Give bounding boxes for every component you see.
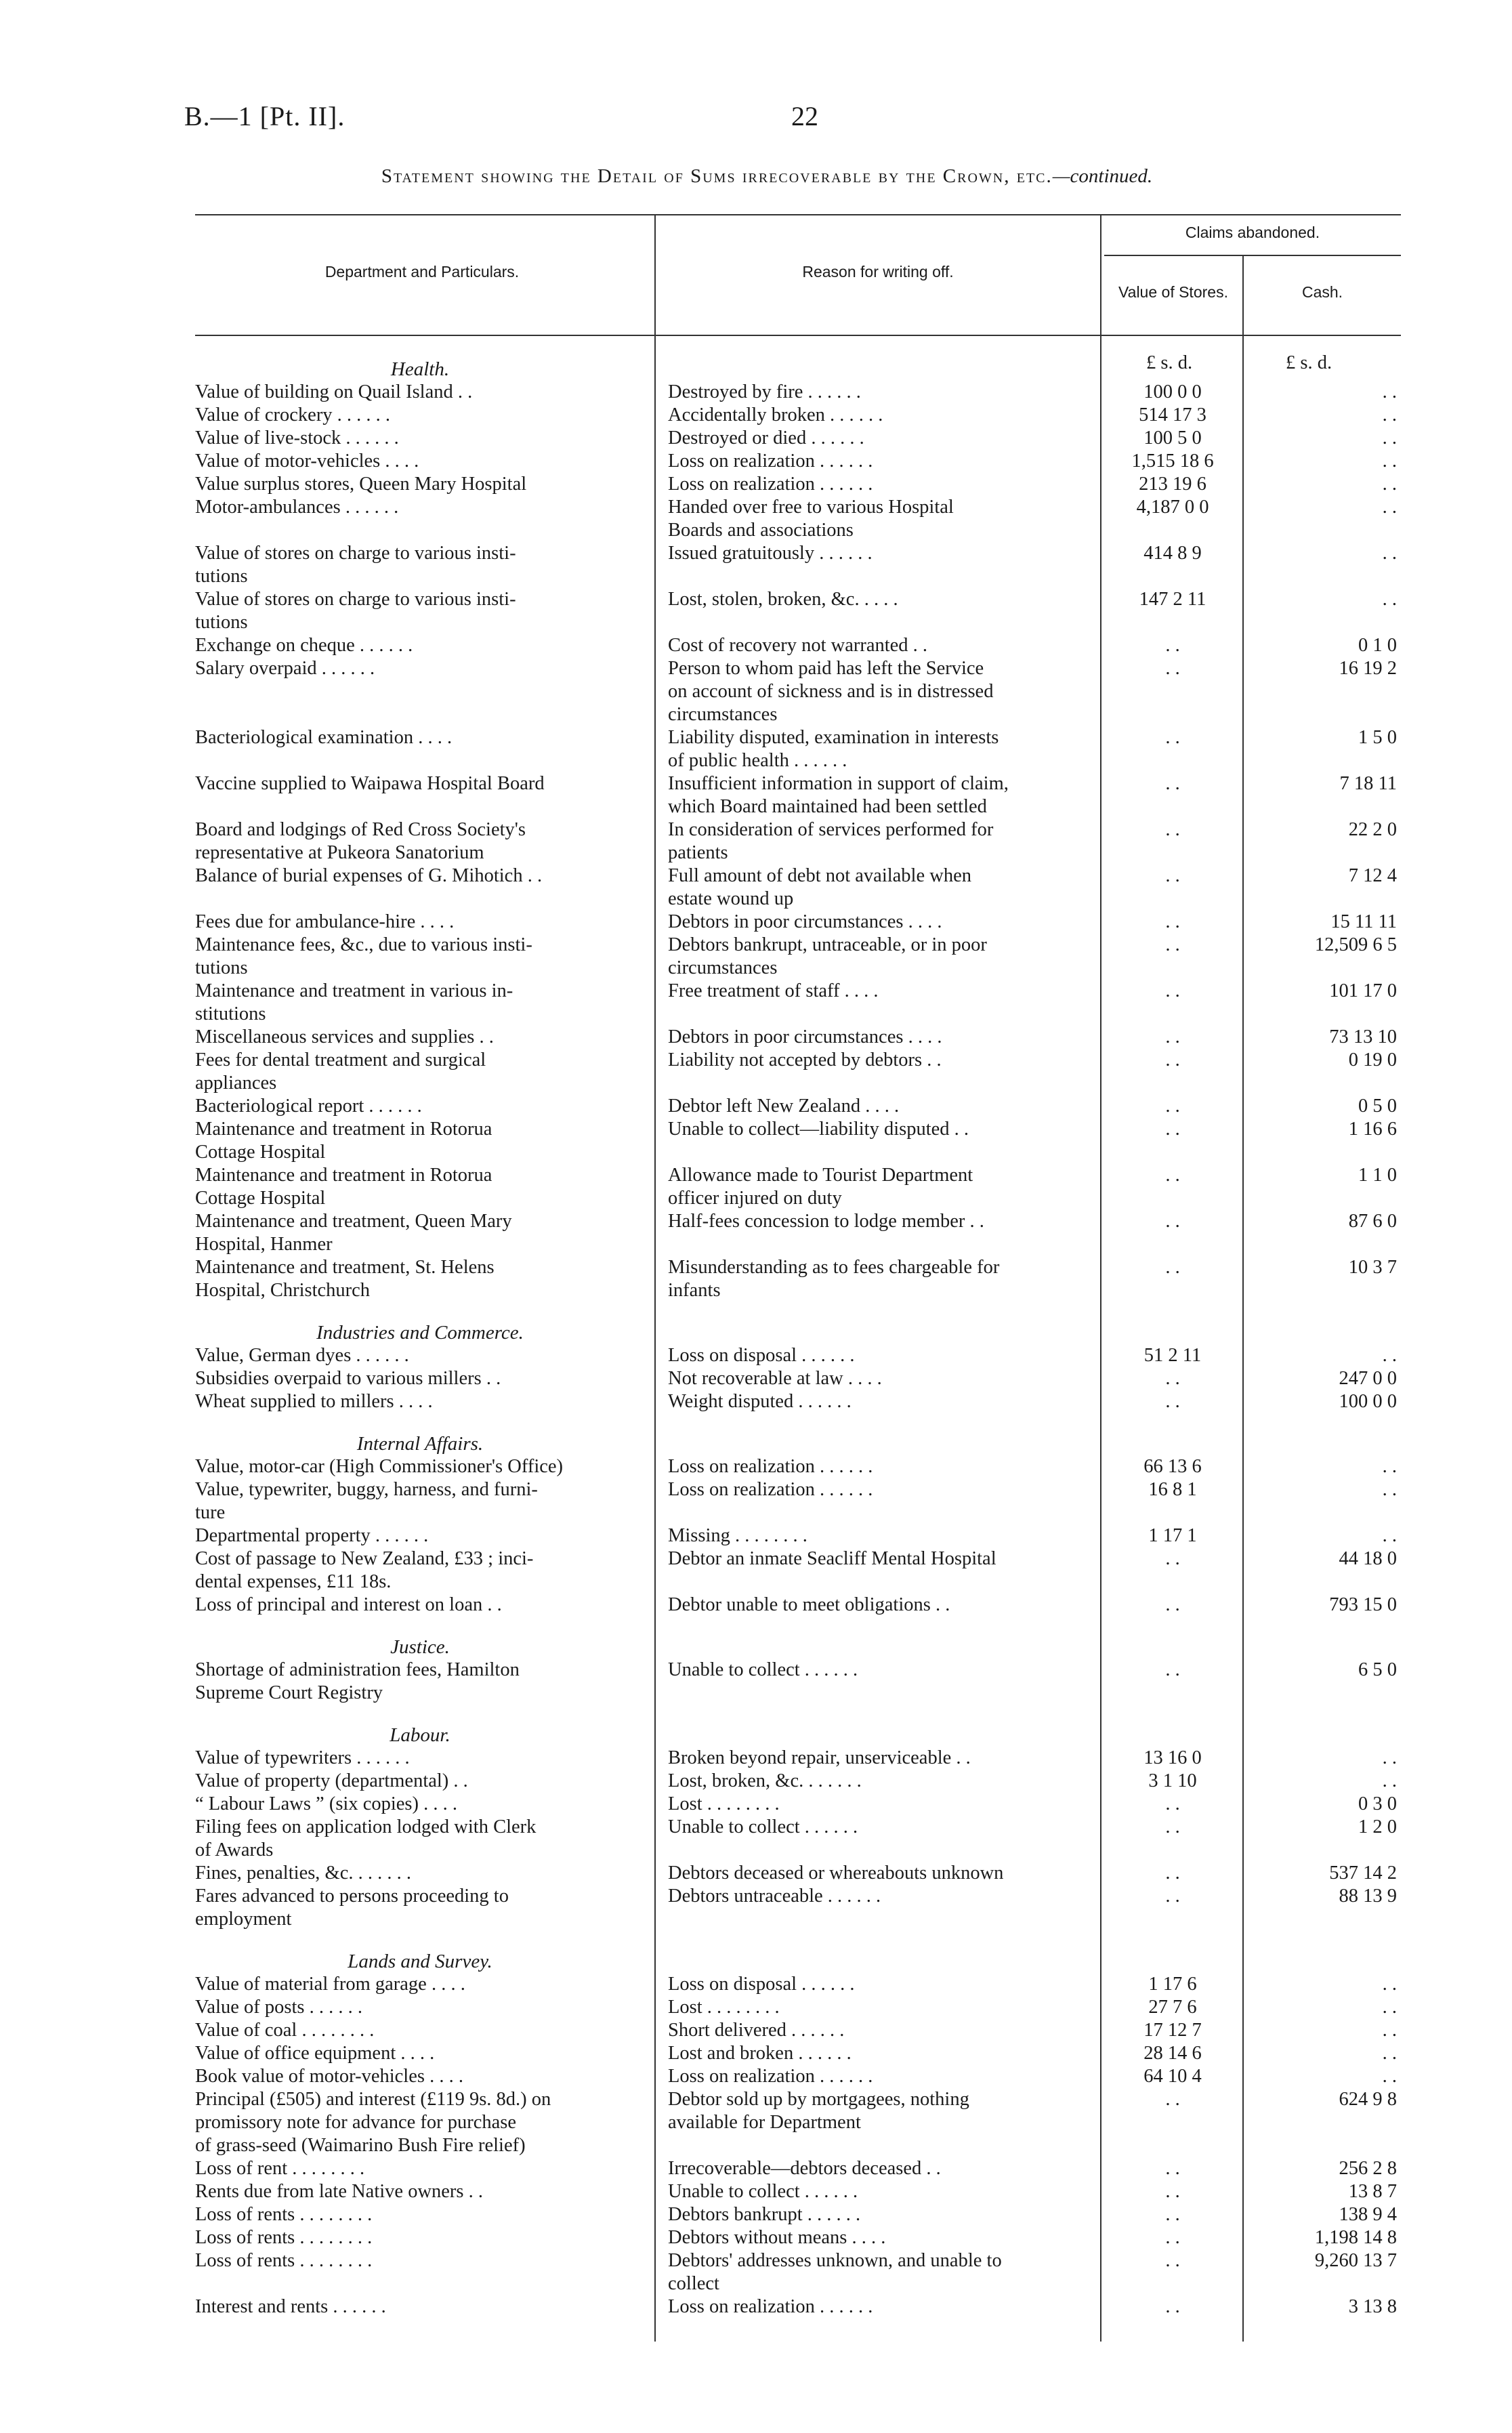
cash-amount: 100 0 0 (1339, 1391, 1397, 1412)
cash-amount: . . (1382, 497, 1397, 518)
cash-amount: 7 12 4 (1348, 865, 1397, 886)
department-particulars: Value surplus stores, Queen Mary Hospital (195, 474, 527, 495)
department-particulars: Maintenance and treatment in Rotorua Cottage Hospital (195, 1165, 492, 1209)
reason-for-writing-off: Weight disputed . . . . . . (668, 1391, 852, 1412)
reason-for-writing-off: Accidentally broken . . . . . . (668, 404, 883, 425)
value-of-stores: 147 2 11 (1139, 589, 1206, 610)
cash-amount: 1 1 0 (1358, 1165, 1397, 1186)
value-of-stores: . . (1165, 1165, 1180, 1186)
value-of-stores: . . (1165, 1026, 1180, 1047)
department-particulars: Departmental property . . . . . . (195, 1525, 429, 1546)
department-particulars: Subsidies overpaid to various millers . . (195, 1368, 501, 1389)
cash-amount: . . (1382, 589, 1397, 610)
cash-amount: . . (1382, 451, 1397, 472)
cash-amount: . . (1382, 1525, 1397, 1546)
value-of-stores: . . (1165, 1659, 1180, 1680)
value-of-stores: . . (1165, 2158, 1180, 2179)
cash-amount: 3 13 8 (1348, 2296, 1397, 2317)
reason-for-writing-off: Debtors without means . . . . (668, 2227, 886, 2248)
department-particulars: Maintenance fees, &c., due to various insti- tutions (195, 934, 532, 978)
reason-for-writing-off: Loss on realization . . . . . . (668, 474, 873, 495)
reason-for-writing-off: Loss on realization . . . . . . (668, 2296, 873, 2317)
cash-amount: . . (1382, 1345, 1397, 1366)
cash-amount: 247 0 0 (1339, 1368, 1397, 1389)
column-header-reason: Reason for writing off. (802, 263, 954, 280)
column-header-value-of-stores: Value of Stores. (1118, 283, 1228, 301)
value-of-stores: 66 13 6 (1143, 1456, 1202, 1477)
value-of-stores: . . (1165, 658, 1180, 679)
value-of-stores: . . (1165, 635, 1180, 656)
value-of-stores: . . (1165, 1119, 1180, 1140)
department-particulars: Balance of burial expenses of G. Mihotich . . (195, 865, 543, 886)
reason-for-writing-off: Debtor left New Zealand . . . . (668, 1096, 900, 1117)
reason-for-writing-off: Lost, broken, &c. . . . . . . (668, 1770, 862, 1791)
cash-amount: . . (1382, 2020, 1397, 2041)
cash-amount: 87 6 0 (1348, 1211, 1397, 1232)
value-of-stores: . . (1165, 2227, 1180, 2248)
reason-for-writing-off: In consideration of services performed for patients (668, 819, 994, 863)
value-of-stores: . . (1165, 911, 1180, 932)
cash-amount: 624 9 8 (1339, 2089, 1397, 2110)
department-particulars: Value of live-stock . . . . . . (195, 428, 399, 449)
department-particulars: Fees for dental treatment and surgical appliances (195, 1049, 486, 1094)
cash-amount: . . (1382, 1770, 1397, 1791)
department-particulars: Value, motor-car (High Commissioner's Office) (195, 1456, 564, 1477)
department-particulars: Loss of rents . . . . . . . . (195, 2250, 373, 2271)
value-of-stores: . . (1165, 1793, 1180, 1814)
department-particulars: Vaccine supplied to Waipawa Hospital Board (195, 773, 545, 794)
cash-amount: . . (1382, 381, 1397, 402)
department-particulars: Board and lodgings of Red Cross Society's representative at Pukeora Sanatorium (195, 819, 526, 863)
reason-for-writing-off: Destroyed by fire . . . . . . (668, 381, 861, 402)
department-particulars: Principal (£505) and interest (£119 9s. 8d.) on promissory note for advance for purchase of grass-seed (Waimarino Bush Fire relief) (195, 2089, 551, 2156)
cash-amount: 12,509 6 5 (1314, 934, 1397, 955)
cash-amount: 101 17 0 (1329, 980, 1397, 1001)
department-particulars: Cost of passage to New Zealand, £33 ; inci- dental expenses, £11 18s. (195, 1548, 534, 1592)
reason-for-writing-off: Loss on realization . . . . . . (668, 451, 873, 472)
cash-amount: 0 5 0 (1358, 1096, 1397, 1117)
value-of-stores: . . (1165, 1096, 1180, 1117)
reason-for-writing-off: Liability disputed, examination in interests of public health . . . . . . (668, 727, 999, 771)
reason-for-writing-off: Debtors deceased or whereabouts unknown (668, 1863, 1004, 1884)
reason-for-writing-off: Loss on realization . . . . . . (668, 2066, 873, 2087)
section-heading: Labour. (390, 1724, 450, 1746)
department-particulars: Loss of principal and interest on loan . . (195, 1594, 502, 1615)
statement-title-suffix: —continued. (1052, 165, 1153, 187)
department-particulars: Shortage of administration fees, Hamilton Supreme Court Registry (195, 1659, 520, 1703)
section-heading: Internal Affairs. (356, 1433, 484, 1455)
department-particulars: Miscellaneous services and supplies . . (195, 1026, 494, 1047)
value-of-stores: . . (1165, 934, 1180, 955)
reason-for-writing-off: Lost and broken . . . . . . (668, 2043, 852, 2064)
reason-for-writing-off: Debtors untraceable . . . . . . (668, 1886, 881, 1907)
cash-amount: 0 3 0 (1358, 1793, 1397, 1814)
department-particulars: Value of building on Quail Island . . (195, 381, 473, 402)
cash-amount: . . (1382, 1997, 1397, 2018)
reason-for-writing-off: Handed over free to various Hospital Boards and associations (668, 497, 954, 541)
value-of-stores: . . (1165, 1886, 1180, 1907)
department-particulars: Interest and rents . . . . . . (195, 2296, 386, 2317)
department-particulars: Filing fees on application lodged with Clerk of Awards (195, 1816, 537, 1860)
department-particulars: Motor-ambulances . . . . . . (195, 497, 399, 518)
department-particulars: Bacteriological examination . . . . (195, 727, 453, 748)
value-of-stores: 28 14 6 (1143, 2043, 1202, 2064)
reason-for-writing-off: Free treatment of staff . . . . (668, 980, 879, 1001)
department-particulars: Bacteriological report . . . . . . (195, 1096, 422, 1117)
department-particulars: Maintenance and treatment, Queen Mary Hospital, Hanmer (195, 1211, 512, 1255)
value-of-stores: 100 0 0 (1143, 381, 1202, 402)
reason-for-writing-off: Debtors in poor circumstances . . . . (668, 911, 942, 932)
value-of-stores: 64 10 4 (1143, 2066, 1202, 2087)
page-number: 22 (791, 101, 818, 131)
reason-for-writing-off: Liability not accepted by debtors . . (668, 1049, 942, 1070)
department-particulars: Value of posts . . . . . . (195, 1997, 362, 2018)
reason-for-writing-off: Unable to collect . . . . . . (668, 1659, 858, 1680)
value-of-stores: . . (1165, 1368, 1180, 1389)
value-of-stores: . . (1165, 819, 1180, 840)
reason-for-writing-off: Misunderstanding as to fees chargeable for infants (668, 1257, 1000, 1301)
department-particulars: Value of office equipment . . . . (195, 2043, 435, 2064)
reason-for-writing-off: Insufficient information in support of claim, which Board maintained had been settled (668, 773, 1009, 817)
department-particulars: Fines, penalties, &c. . . . . . . (195, 1863, 411, 1884)
department-particulars: Value of stores on charge to various insti- tutions (195, 589, 516, 633)
cash-amount: 256 2 8 (1339, 2158, 1397, 2179)
department-particulars: Value of coal . . . . . . . . (195, 2020, 375, 2041)
reason-for-writing-off: Debtor sold up by mortgagees, nothing available for Department (668, 2089, 969, 2133)
parliamentary-paper-reference: B.—1 [Pt. II]. (184, 101, 345, 131)
value-of-stores: 213 19 6 (1139, 474, 1206, 495)
cash-amount: 15 11 11 (1330, 911, 1397, 932)
cash-amount: 138 9 4 (1339, 2204, 1397, 2225)
reason-for-writing-off: Missing . . . . . . . . (668, 1525, 807, 1546)
value-of-stores: 514 17 3 (1139, 404, 1206, 425)
department-particulars: Maintenance and treatment, St. Helens Hospital, Christchurch (195, 1257, 495, 1301)
value-of-stores: . . (1165, 1257, 1180, 1278)
cash-amount: 9,260 13 7 (1314, 2250, 1397, 2271)
section-heading: Justice. (390, 1636, 450, 1658)
cash-amount: 0 19 0 (1348, 1049, 1397, 1070)
cash-amount: 793 15 0 (1329, 1594, 1397, 1615)
department-particulars: Value of typewriters . . . . . . (195, 1747, 410, 1768)
cash-amount: 7 18 11 (1339, 773, 1397, 794)
reason-for-writing-off: Debtor unable to meet obligations . . (668, 1594, 950, 1615)
cash-amount: 6 5 0 (1358, 1659, 1397, 1680)
cash-amount: 1 2 0 (1358, 1816, 1397, 1837)
cash-amount: 44 18 0 (1339, 1548, 1397, 1569)
section-heading: Health. (390, 358, 450, 380)
value-of-stores: . . (1165, 2250, 1180, 2271)
department-particulars: Loss of rents . . . . . . . . (195, 2204, 373, 2225)
department-particulars: Value of property (departmental) . . (195, 1770, 468, 1791)
cash-amount: 0 1 0 (1358, 635, 1397, 656)
reason-for-writing-off: Person to whom paid has left the Service on account of sickness and is in distressed circumstances (668, 658, 994, 725)
department-particulars: Value of stores on charge to various insti- tutions (195, 543, 516, 587)
department-particulars: Loss of rents . . . . . . . . (195, 2227, 373, 2248)
department-particulars: Maintenance and treatment in various in- stitutions (195, 980, 513, 1024)
department-particulars: Maintenance and treatment in Rotorua Cottage Hospital (195, 1119, 492, 1163)
value-of-stores: . . (1165, 2296, 1180, 2317)
cash-amount: . . (1382, 543, 1397, 564)
department-particulars: Value of crockery . . . . . . (195, 404, 391, 425)
cash-amount: 10 3 7 (1348, 1257, 1397, 1278)
reason-for-writing-off: Unable to collect . . . . . . (668, 2181, 858, 2202)
department-particulars: Value, German dyes . . . . . . (195, 1345, 409, 1366)
value-of-stores: . . (1165, 2089, 1180, 2110)
cash-amount: 22 2 0 (1348, 819, 1397, 840)
reason-for-writing-off: Cost of recovery not warranted . . (668, 635, 928, 656)
cash-amount: . . (1382, 404, 1397, 425)
value-of-stores: . . (1165, 1594, 1180, 1615)
reason-for-writing-off: Destroyed or died . . . . . . (668, 428, 864, 449)
reason-for-writing-off: Full amount of debt not available when estate wound up (668, 865, 971, 909)
cash-amount: . . (1382, 1974, 1397, 1995)
department-particulars: “ Labour Laws ” (six copies) . . . . (195, 1793, 458, 1814)
stores-units-label: £ s. d. (1146, 352, 1193, 373)
cash-amount: 13 8 7 (1348, 2181, 1397, 2202)
department-particulars: Fares advanced to persons proceeding to employment (195, 1886, 509, 1930)
value-of-stores: . . (1165, 865, 1180, 886)
cash-amount: . . (1382, 474, 1397, 495)
reason-for-writing-off: Lost, stolen, broken, &c. . . . . (668, 589, 898, 610)
column-header-claims-abandoned: Claims abandoned. (1185, 224, 1320, 241)
cash-amount: 73 13 10 (1329, 1026, 1397, 1047)
reason-for-writing-off: Not recoverable at law . . . . (668, 1368, 882, 1389)
reason-for-writing-off: Loss on realization . . . . . . (668, 1479, 873, 1500)
value-of-stores: 13 16 0 (1143, 1747, 1202, 1768)
value-of-stores: 100 5 0 (1143, 428, 1202, 449)
value-of-stores: 16 8 1 (1148, 1479, 1197, 1500)
value-of-stores: . . (1165, 1548, 1180, 1569)
reason-for-writing-off: Debtors bankrupt . . . . . . (668, 2204, 861, 2225)
department-particulars: Loss of rent . . . . . . . . (195, 2158, 365, 2179)
department-particulars: Value of material from garage . . . . (195, 1974, 465, 1995)
reason-for-writing-off: Unable to collect—liability disputed . . (668, 1119, 969, 1140)
cash-amount: 88 13 9 (1339, 1886, 1397, 1907)
value-of-stores: . . (1165, 1211, 1180, 1232)
reason-for-writing-off: Irrecoverable—debtors deceased . . (668, 2158, 941, 2179)
value-of-stores: 3 1 10 (1148, 1770, 1197, 1791)
reason-for-writing-off: Half-fees concession to lodge member . . (668, 1211, 984, 1232)
section-heading: Industries and Commerce. (316, 1322, 524, 1344)
cash-amount: . . (1382, 1747, 1397, 1768)
reason-for-writing-off: Debtor an inmate Seacliff Mental Hospital (668, 1548, 996, 1569)
value-of-stores: 1 17 1 (1148, 1525, 1197, 1546)
reason-for-writing-off: Debtors in poor circumstances . . . . (668, 1026, 942, 1047)
value-of-stores: 4,187 0 0 (1136, 497, 1209, 518)
value-of-stores: 1,515 18 6 (1131, 451, 1214, 472)
reason-for-writing-off: Lost . . . . . . . . (668, 1997, 780, 2018)
reason-for-writing-off: Unable to collect . . . . . . (668, 1816, 858, 1837)
department-particulars: Wheat supplied to millers . . . . (195, 1391, 433, 1412)
column-header-department: Department and Particulars. (324, 263, 520, 280)
value-of-stores: . . (1165, 1863, 1180, 1884)
value-of-stores: . . (1165, 1391, 1180, 1412)
reason-for-writing-off: Debtors bankrupt, untraceable, or in poor circumstances (668, 934, 987, 978)
reason-for-writing-off: Lost . . . . . . . . (668, 1793, 780, 1814)
reason-for-writing-off: Loss on disposal . . . . . . (668, 1345, 855, 1366)
value-of-stores: 17 12 7 (1143, 2020, 1202, 2041)
value-of-stores: . . (1165, 2204, 1180, 2225)
cash-amount: . . (1382, 1456, 1397, 1477)
cash-amount: 1,198 14 8 (1314, 2227, 1397, 2248)
value-of-stores: 51 2 11 (1143, 1345, 1202, 1366)
reason-for-writing-off: Broken beyond repair, unserviceable . . (668, 1747, 971, 1768)
reason-for-writing-off: Debtors' addresses unknown, and unable to collect (668, 2250, 1002, 2294)
department-particulars: Salary overpaid . . . . . . (195, 658, 375, 679)
value-of-stores: . . (1165, 1049, 1180, 1070)
cash-amount: 1 5 0 (1358, 727, 1397, 748)
department-particulars: Fees due for ambulance-hire . . . . (195, 911, 455, 932)
department-particulars: Rents due from late Native owners . . (195, 2181, 484, 2202)
section-heading: Lands and Survey. (348, 1951, 492, 1972)
cash-amount: . . (1382, 428, 1397, 449)
value-of-stores: . . (1165, 980, 1180, 1001)
value-of-stores: . . (1165, 727, 1180, 748)
cash-amount: . . (1382, 2043, 1397, 2064)
cash-amount: 537 14 2 (1329, 1863, 1397, 1884)
reason-for-writing-off: Short delivered . . . . . . (668, 2020, 845, 2041)
value-of-stores: . . (1165, 773, 1180, 794)
column-header-cash: Cash. (1301, 283, 1343, 301)
department-particulars: Book value of motor-vehicles . . . . (195, 2066, 463, 2087)
value-of-stores: 27 7 6 (1148, 1997, 1197, 2018)
reason-for-writing-off: Loss on disposal . . . . . . (668, 1974, 855, 1995)
reason-for-writing-off: Loss on realization . . . . . . (668, 1456, 873, 1477)
cash-amount: . . (1382, 1479, 1397, 1500)
department-particulars: Value of motor-vehicles . . . . (195, 451, 419, 472)
value-of-stores: . . (1165, 1816, 1180, 1837)
cash-amount: . . (1382, 2066, 1397, 2087)
cash-amount: 1 16 6 (1348, 1119, 1397, 1140)
cash-units-label: £ s. d. (1286, 352, 1332, 373)
cash-amount: 16 19 2 (1339, 658, 1397, 679)
reason-for-writing-off: Issued gratuitously . . . . . . (668, 543, 873, 564)
department-particulars: Exchange on cheque . . . . . . (195, 635, 413, 656)
value-of-stores: . . (1165, 2181, 1180, 2202)
value-of-stores: 414 8 9 (1143, 543, 1202, 564)
statement-title-text: Statement showing the Detail of Sums irrecoverable by the Crown, etc. (381, 165, 1053, 187)
value-of-stores: 1 17 6 (1148, 1974, 1197, 1995)
department-particulars: Value, typewriter, buggy, harness, and furni- ture (195, 1479, 538, 1523)
reason-for-writing-off: Allowance made to Tourist Department officer injured on duty (668, 1165, 973, 1209)
